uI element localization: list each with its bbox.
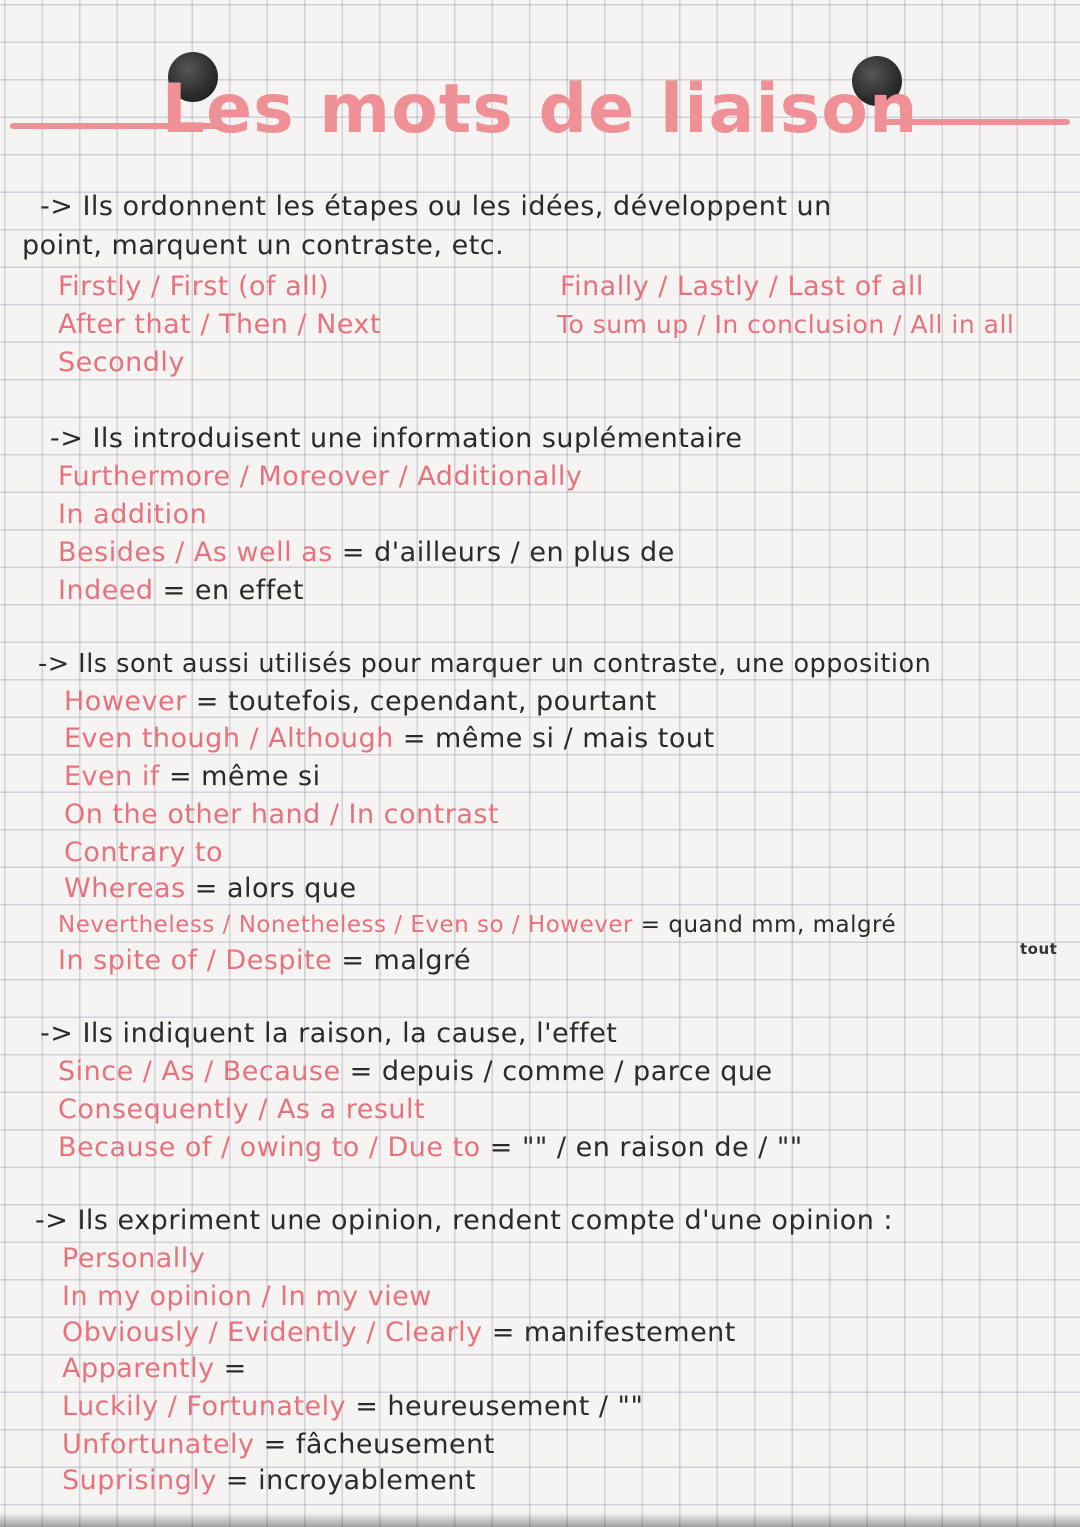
section-2-line: Furthermore / Moreover / Additionally: [58, 461, 583, 492]
section-3-line: Even if = même si: [64, 761, 321, 792]
section-4-line: Because of / owing to / Due to = "" / en raison de / "": [58, 1132, 803, 1163]
section-3-line: Whereas = alors que: [64, 873, 357, 904]
section-5-line: Suprisingly = incroyablement: [62, 1465, 476, 1496]
margin-note: tout: [1020, 940, 1058, 958]
section-3-line: Contrary to: [64, 837, 223, 868]
section-1-left-item: Firstly / First (of all): [58, 271, 330, 302]
section-5-line: Apparently =: [62, 1353, 247, 1384]
section-5-line: Personally: [62, 1243, 206, 1274]
section-5-line: Luckily / Fortunately = heureusement / "": [62, 1391, 644, 1422]
section-3-line: However = toutefois, cependant, pourtant: [64, 686, 657, 717]
section-1-intro-line-2: point, marquent un contraste, etc.: [22, 230, 505, 261]
section-5-intro: -> Ils expriment une opinion, rendent compte d'une opinion :: [35, 1205, 894, 1236]
section-1-right-item: Finally / Lastly / Last of all: [560, 271, 924, 302]
section-2-line: Indeed = en effet: [58, 575, 304, 606]
section-3-intro: -> Ils sont aussi utilisés pour marquer un contraste, une opposition: [38, 649, 932, 679]
section-1-left-item: Secondly: [58, 347, 185, 378]
section-2-intro: -> Ils introduisent une information suplémentaire: [50, 423, 743, 454]
section-4-line: Consequently / As a result: [58, 1094, 426, 1125]
page-title: Les mots de liaison: [161, 70, 919, 149]
section-4-line: Since / As / Because = depuis / comme / parce que: [58, 1056, 773, 1087]
section-1-left-item: After that / Then / Next: [58, 309, 382, 340]
section-5-line: In my opinion / In my view: [62, 1281, 432, 1312]
section-3-line: In spite of / Despite = malgré: [58, 945, 472, 976]
section-1-right-item: To sum up / In conclusion / All in all: [557, 310, 1015, 339]
section-5-line: Obviously / Evidently / Clearly = manifestement: [62, 1317, 736, 1348]
section-2-line: Besides / As well as = d'ailleurs / en plus de: [58, 537, 675, 568]
section-3-line: Even though / Although = même si / mais tout: [64, 723, 715, 754]
section-3-line: On the other hand / In contrast: [64, 799, 500, 830]
section-3-line: Nevertheless / Nonetheless / Even so / However = quand mm, malgré: [58, 912, 897, 938]
section-4-intro: -> Ils indiquent la raison, la cause, l'effet: [40, 1018, 618, 1049]
section-5-line: Unfortunately = fâcheusement: [62, 1429, 495, 1460]
page-bottom-edge: [0, 1513, 1080, 1527]
section-1-intro-line-1: -> Ils ordonnent les étapes ou les idées, développent un: [40, 191, 832, 222]
section-2-line: In addition: [58, 499, 208, 530]
